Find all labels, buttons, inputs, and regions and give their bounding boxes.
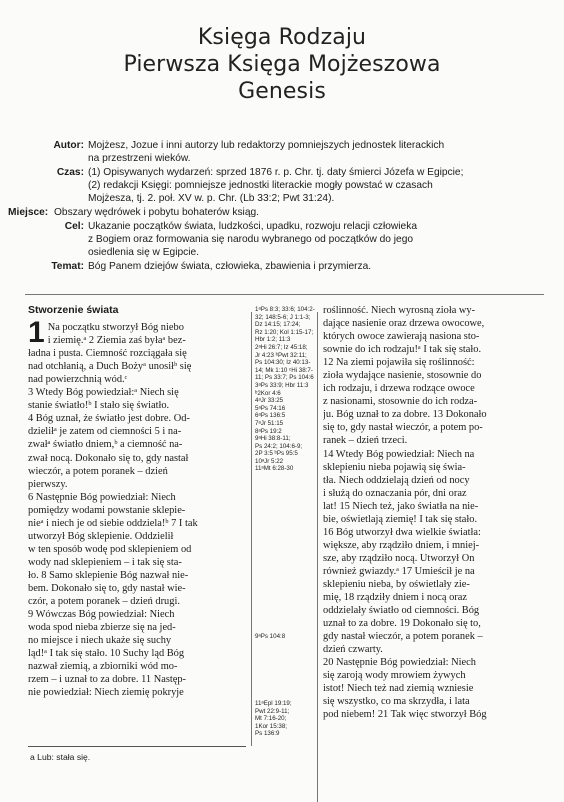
- footnote-divider: [28, 746, 246, 747]
- reference-line: Ps 136:9: [255, 730, 280, 738]
- text-line: bem. Dokonało się to, gdy nastał wie-: [28, 582, 186, 594]
- text-line: 20 Następnie Bóg powiedział: Niech: [323, 657, 476, 669]
- reference-line: 10ᵃJr 5:22: [255, 457, 284, 465]
- text-line: również gwiazdy.ᵃ 17 Umieścił je na: [323, 565, 475, 577]
- text-line: tła. Niech oddzielają dzień od nocy: [323, 474, 470, 486]
- intro-text: na przestrzeni wieków.: [88, 153, 191, 164]
- text-line: stanie światło!ᵇ I stało się światło.: [28, 400, 170, 412]
- reference-line: Ps 24:2; 104:6-9;: [255, 442, 303, 450]
- intro-text: Bóg Panem dziejów świata, człowieka, zbawienia i przymierza.: [88, 261, 372, 272]
- intro-time: [8, 166, 544, 205]
- intro-place: [8, 206, 544, 219]
- reference-line: Ps 104:30; Iz 40:13-: [255, 359, 311, 367]
- text-line: sklepieniu nieba pojawią się świa-: [323, 461, 466, 473]
- column-divider: [251, 312, 252, 746]
- text-line: nazwał ziemią, a zbiorniki wód mo-: [28, 661, 178, 673]
- text-line: bie, oświetlają ziemię! I tak się stało.: [323, 513, 478, 525]
- text-line: pierwszy.: [28, 478, 68, 490]
- reference-line: 1Kor 15:38;: [255, 722, 287, 730]
- intro-text: z Bogiem oraz formowania się narodu wybranego od początków do jego: [88, 234, 414, 245]
- text-line: sklepieniu nieba, by oświetlały zie-: [323, 578, 470, 590]
- scripture-column-right: [323, 304, 538, 722]
- text-line: lat! 15 Niech też, jako światła na nie-: [323, 500, 479, 512]
- intro-label: Czas:: [56, 167, 84, 178]
- reference-line: Mt 7:16-20;: [255, 715, 287, 723]
- text-line: roślinność. Niech wyrosną zioła wy-: [323, 305, 476, 316]
- text-line: oddzielały światło od ciemności. Bóg: [323, 605, 480, 617]
- text-line: 6 Następnie Bóg powiedział: Niech: [28, 491, 176, 503]
- reference-line: 1ᵃPs 8:3; 33:6; 104:2-: [255, 306, 315, 313]
- text-line: 9 Wówczas Bóg powiedział: Niech: [28, 609, 175, 621]
- intro-text: Mojżesz, Jozue i inni autorzy lub redaktorzy pomniejszych jednostek literackich: [88, 140, 445, 151]
- text-line: 16 Bóg utworzył dwa wielkie światła:: [323, 526, 481, 538]
- text-line: 3 Wtedy Bóg powiedział:ᵃ Niech się: [28, 387, 179, 399]
- intro-label: Temat:: [51, 261, 84, 272]
- text-line: się to, gdy nastał wieczór, a potem po-: [323, 422, 483, 434]
- reference-line: Jr 4:23 ᵇPwt 32:11;: [255, 351, 307, 359]
- text-line: wieczór, a potem poranek – dzień: [28, 465, 168, 477]
- intro-text: Ukazanie początków świata, ludzkości, upadku, rozwoju relacji człowieka: [88, 221, 417, 232]
- section-heading: Stworzenie świata: [28, 304, 119, 316]
- book-latin-title: Genesis: [238, 79, 326, 104]
- text-line: rzem – i uznał to za dobre. 11 Następ-: [28, 674, 187, 686]
- text-line: zioła wydające nasienie, stosownie do: [323, 370, 482, 382]
- intro-author: [8, 139, 544, 165]
- text-line: no miejsce i niech ukaże się suchy: [28, 635, 172, 647]
- intro-purpose: [8, 220, 544, 259]
- text-line: mię, 18 rządziły dniem i nocą oraz: [323, 592, 467, 604]
- text-line: gdy nastał wieczór, a potem poranek –: [323, 631, 483, 643]
- book-subtitle: Pierwsza Księga Mojżeszowa: [123, 52, 441, 77]
- chapter-number: 1: [28, 316, 45, 350]
- reference-line: 11ᵃMt 6:28-30: [255, 465, 294, 473]
- text-line: nie powiedział: Niech ziemię pokryje: [28, 687, 184, 699]
- text-line: ło. 8 Samo sklepienie Bóg nazwał nie-: [28, 569, 189, 581]
- reference-line: Pwt 22:9-11;: [255, 707, 290, 715]
- text-line: ładna i pusta. Ciemność rozciągała się: [28, 348, 187, 360]
- text-line: z nasionami, stosownie do ich rodza-: [323, 396, 478, 408]
- text-line: ląd!ᵃ I tak się stało. 10 Suchy ląd Bóg: [28, 648, 185, 660]
- text-line: zwałᵃ światło dniem,ᵇ a ciemność na-: [28, 439, 183, 451]
- text-line: dające nasienie oraz drzewa owocowe,: [323, 318, 485, 330]
- text-line: dzień czwarty.: [323, 644, 383, 656]
- text-line: 14 Wtedy Bóg powiedział: Niech na: [323, 448, 475, 460]
- reference-line: 8ᵃPs 19:2: [255, 427, 282, 435]
- reference-line: 4ᵃJr 33:25: [255, 397, 284, 405]
- reference-line: Dz 14:15; 17:24;: [255, 321, 301, 329]
- intro-text: Obszary wędrówek i pobytu bohaterów ksiąg.: [54, 207, 259, 218]
- text-line: się wszystko, co ma skrzydła, i lata: [323, 696, 470, 708]
- reference-line: 9ᵃPs 104:8: [255, 633, 286, 640]
- reference-line: 2ᵃHi 26:7; Iz 45:18;: [255, 343, 308, 351]
- reference-line: 3ᵃPs 33:9; Hbr 11:3: [255, 381, 309, 389]
- verse-text: [323, 304, 538, 722]
- reference-line: 7ᵃJr 51:15: [255, 419, 284, 427]
- reference-line: 32; 148:5-6; J 1:1-3;: [255, 313, 311, 321]
- intro-label: Autor:: [53, 140, 84, 151]
- intro-theme: [8, 260, 544, 273]
- intro-label: Cel:: [64, 221, 84, 232]
- text-line: i ziemię.ᵃ 2 Ziemia zaś byłaᵃ bez-: [47, 335, 186, 347]
- text-line: sownie do ich rodzaju!ᵃ I tak się stało.: [323, 344, 482, 356]
- text-line: i służą do oznaczania pór, dni oraz: [323, 487, 467, 499]
- text-line: których owoce zawierają nasiona sto-: [323, 331, 480, 343]
- book-introduction: [8, 139, 544, 274]
- text-line: uznał to za dobre. 19 Dokonało się to,: [323, 618, 481, 630]
- intro-divider: [25, 294, 544, 295]
- reference-line: Rz 1:20; Kol 1:15-17;: [255, 328, 314, 336]
- text-line: dzieliłᵃ je zatem od ciemności 5 i na-: [28, 426, 182, 438]
- reference-line: Hbr 1:2; 11:3: [255, 336, 291, 344]
- text-line: pod niebem! 21 Tak więc stworzył Bóg: [323, 709, 487, 721]
- text-line: woda spod nieba zbierze się na jed-: [28, 622, 176, 634]
- intro-text: (2) redakcji Księgi: pomniejsze jednostki literackie mogły powstać w czasach: [88, 180, 433, 191]
- reference-line: 11; Ps 33:7; Ps 104:6: [255, 374, 314, 382]
- text-line: utworzył Bóg sklepienie. Oddzielił: [28, 530, 174, 542]
- reference-line: 5ᵃPs 74:16: [255, 404, 286, 412]
- column-divider: [317, 312, 318, 802]
- text-line: czór, a potem poranek – dzień drugi.: [28, 596, 180, 608]
- text-line: ich rodzaju, i drzewa rodzące owoce: [323, 383, 475, 395]
- intro-text: (1) Opisywanych wydarzeń: sprzed 1876 r. p. Chr. tj. daty śmierci Józefa w Egipcie;: [88, 167, 464, 178]
- reference-line: 6ᵃPs 136:5: [255, 412, 286, 420]
- text-line: 12 Na ziemi pojawiła się roślinność:: [323, 357, 475, 369]
- intro-label: Miejsce:: [8, 207, 49, 218]
- book-title: Księga Rodzaju: [197, 25, 367, 50]
- text-line: ranek – dzień trzeci.: [323, 435, 408, 447]
- text-line: 4 Bóg uznał, że światło jest dobre. Od-: [28, 413, 190, 425]
- text-line: zwał nocą. Dokonało się to, gdy nastał: [28, 452, 189, 464]
- footnote: a Lub: stała się.: [30, 752, 91, 762]
- reference-line: 9ᵃHi 38:8-11;: [255, 435, 291, 443]
- cross-references: [255, 700, 315, 738]
- text-line: istot! Niech też nad ziemią wzniesie: [323, 683, 474, 695]
- reference-line: 14; Mk 1:10 ᶜHi 38:7-: [255, 366, 313, 374]
- cross-references: [255, 633, 315, 641]
- text-line: nad otchłanią, a Duch Bożyᵃ unosiłᵇ się: [28, 361, 192, 373]
- intro-text: osiedlenia się w Egipcie.: [88, 247, 199, 258]
- text-line: większe, aby rządziło dniem, i mniej-: [323, 539, 480, 551]
- intro-text: Mojżesza, tj. 2. poł. XV w. p. Chr. (Lb 33:2; Pwt 31:24).: [88, 193, 335, 204]
- text-line: pomiędzy wodami powstanie sklepie-: [28, 504, 186, 516]
- text-line: wody nad sklepieniem – i tak się sta-: [28, 556, 182, 568]
- text-line: się zaroją wody mrowiem żywych: [323, 670, 466, 682]
- reference-line: 2P 3:5 ᵇPs 95:5: [255, 450, 298, 458]
- scripture-column-left: [28, 304, 246, 699]
- text-line: ju. Bóg uznał to za dobre. 13 Dokonało: [323, 409, 487, 421]
- verse-text: [28, 316, 246, 699]
- cross-references: [255, 306, 315, 473]
- text-line: nieᵃ i niech je od siebie oddziela!ᵇ 7 I tak: [28, 517, 198, 529]
- text-line: w ten sposób wodę pod sklepieniem od: [28, 543, 192, 555]
- text-line: Na początku stworzył Bóg niebo: [47, 322, 184, 334]
- reference-line: 11ᵃEpl 19:19;: [255, 700, 292, 707]
- text-line: sze, aby rządziło nocą. Utworzył On: [323, 552, 475, 564]
- reference-line: ᵇ2Kor 4:6: [255, 389, 281, 397]
- book-titles: [0, 24, 564, 105]
- text-line: nad powierzchnią wód.ᶜ: [28, 374, 128, 386]
